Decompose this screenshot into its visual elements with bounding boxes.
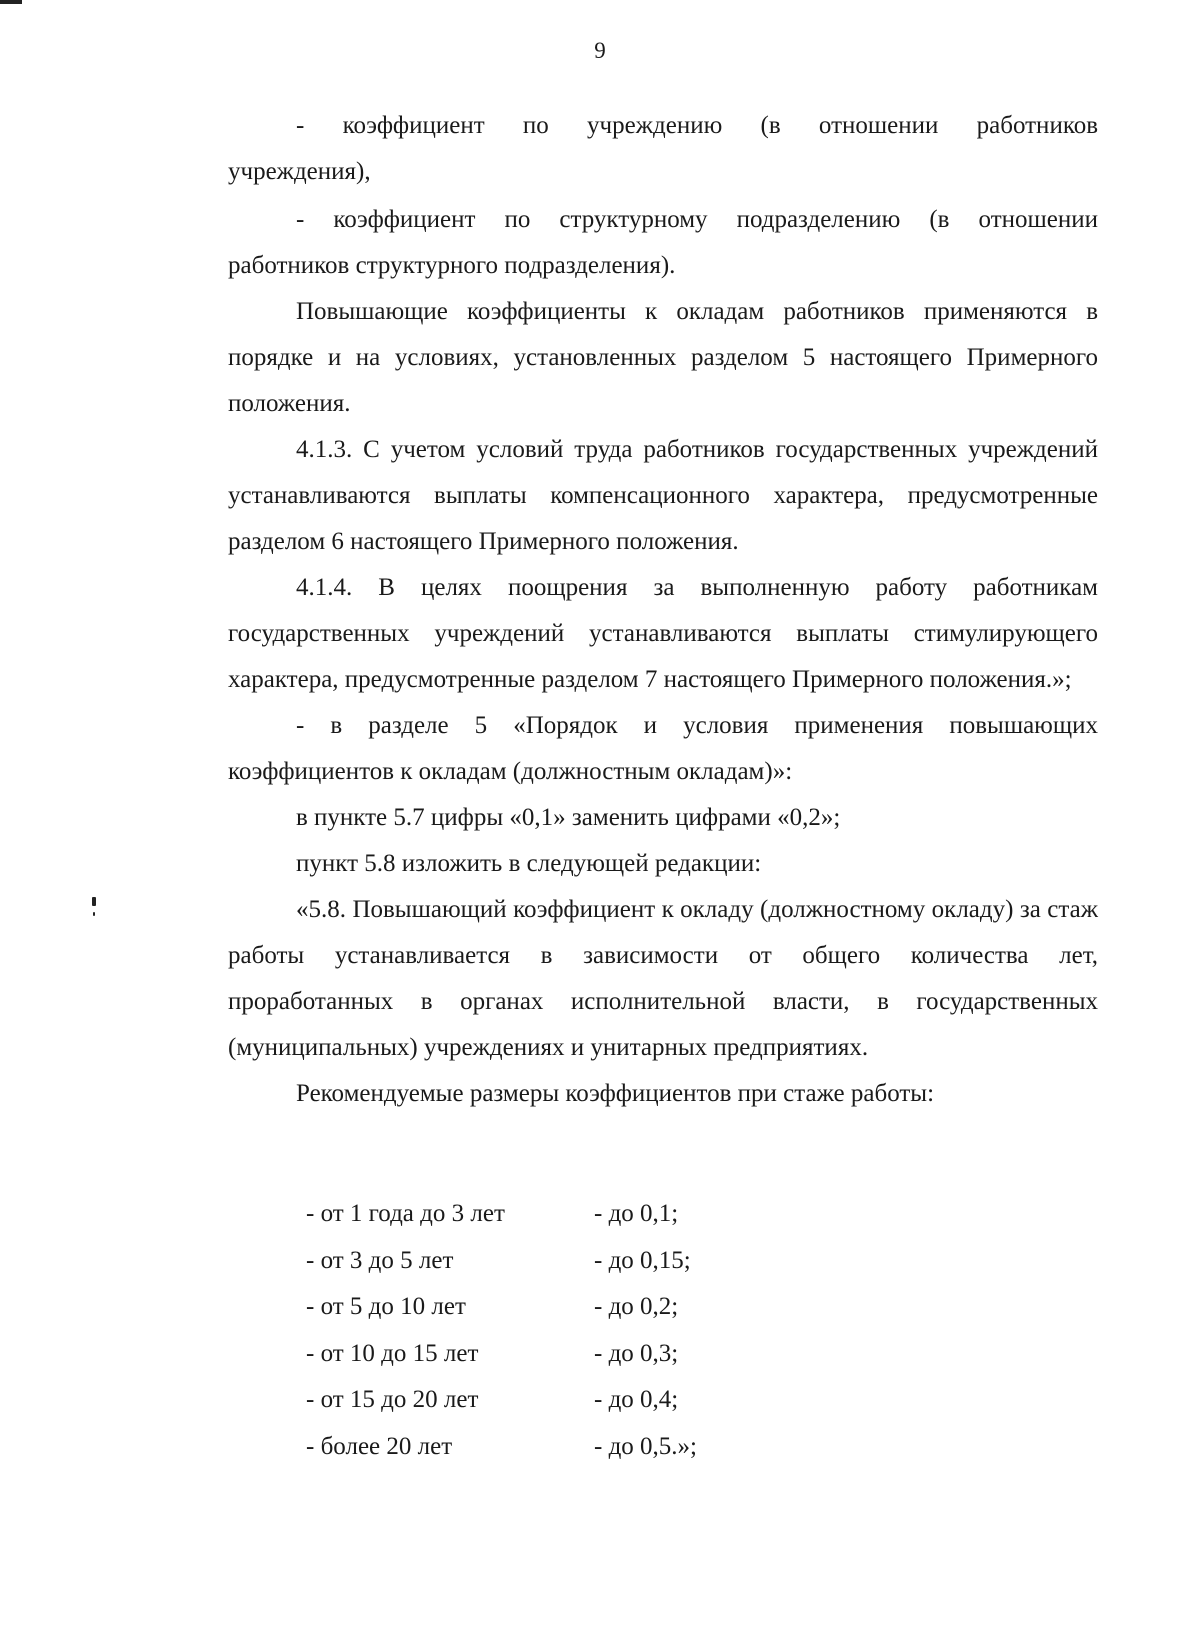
paragraph-coefficient-institution-continued: учреждения), [228, 158, 371, 185]
paragraph-item-5-8-intro: пункт 5.8 изложить в следующей редакции: [296, 850, 762, 877]
coefficient-value: - до 0,3; [594, 1339, 679, 1367]
experience-range: - более 20 лет [306, 1432, 453, 1460]
scan-corner-mark [0, 0, 22, 4]
scan-artifact-mark [92, 897, 97, 923]
experience-range: - от 10 до 15 лет [306, 1339, 479, 1367]
paragraph-recommended-sizes: Рекомендуемые размеры коэффициентов при стаже работы: [296, 1080, 935, 1107]
paragraph-4-1-3: 4.1.3. С учетом условий труда работников государственных учреждений устанавливаются выплаты компенсационного характера, предусмотренные разделом 6 настоящего Примерного положения. [228, 436, 1098, 555]
coefficient-value: - до 0,2; [594, 1293, 679, 1321]
experience-range: - от 1 года до 3 лет [306, 1200, 505, 1227]
list-item [306, 1284, 697, 1331]
paragraph-section-5: - в разделе 5 «Порядок и условия применения повышающих коэффициентов к окладам (должностным окладам)»: [228, 712, 1098, 785]
list-item [306, 1377, 697, 1424]
paragraph-coefficient-subdivision: - коэффициент по структурному подразделению (в отношении [296, 206, 1098, 233]
list-item [306, 1331, 697, 1378]
coefficient-value: - до 0,4; [594, 1386, 679, 1414]
experience-range: - от 15 до 20 лет [306, 1386, 479, 1414]
list-item [306, 1238, 697, 1285]
coefficient-value: - до 0,15; [594, 1246, 691, 1274]
coefficient-value: - до 0,5.»; [594, 1432, 697, 1460]
document-body [228, 103, 1098, 1117]
coefficient-list [306, 1191, 697, 1471]
paragraph-coefficient-subdivision-continued: работников структурного подразделения). [228, 252, 676, 279]
paragraph-item-5-7: в пункте 5.7 цифры «0,1» заменить цифрами «0,2»; [296, 804, 841, 831]
paragraph-increasing-coefficients: Повышающие коэффициенты к окладам работников применяются в порядке и на условиях, установленных разделом 5 настоящего Примерного положения. [228, 298, 1098, 417]
experience-range: - от 3 до 5 лет [306, 1246, 454, 1274]
list-item [306, 1191, 697, 1238]
paragraph-item-5-8: «5.8. Повышающий коэффициент к окладу (должностному окладу) за стаж работы устанавливается в зависимости от общего количества лет, проработанных в органах исполнительной власти, в государственных (муниципальных) учреждениях и унитарных предприятиях. [228, 896, 1098, 1061]
paragraph-4-1-4: 4.1.4. В целях поощрения за выполненную работу работникам государственных учреждений устанавливаются выплаты стимулирующего характера, предусмотренные разделом 7 настоящего Примерного положения.»; [228, 574, 1098, 693]
paragraph-coefficient-institution: - коэффициент по учреждению (в отношении работников [296, 112, 1098, 139]
experience-range: - от 5 до 10 лет [306, 1293, 466, 1321]
page-number: 9 [594, 38, 606, 63]
list-item [306, 1424, 697, 1471]
coefficient-value: - до 0,1; [594, 1200, 679, 1227]
